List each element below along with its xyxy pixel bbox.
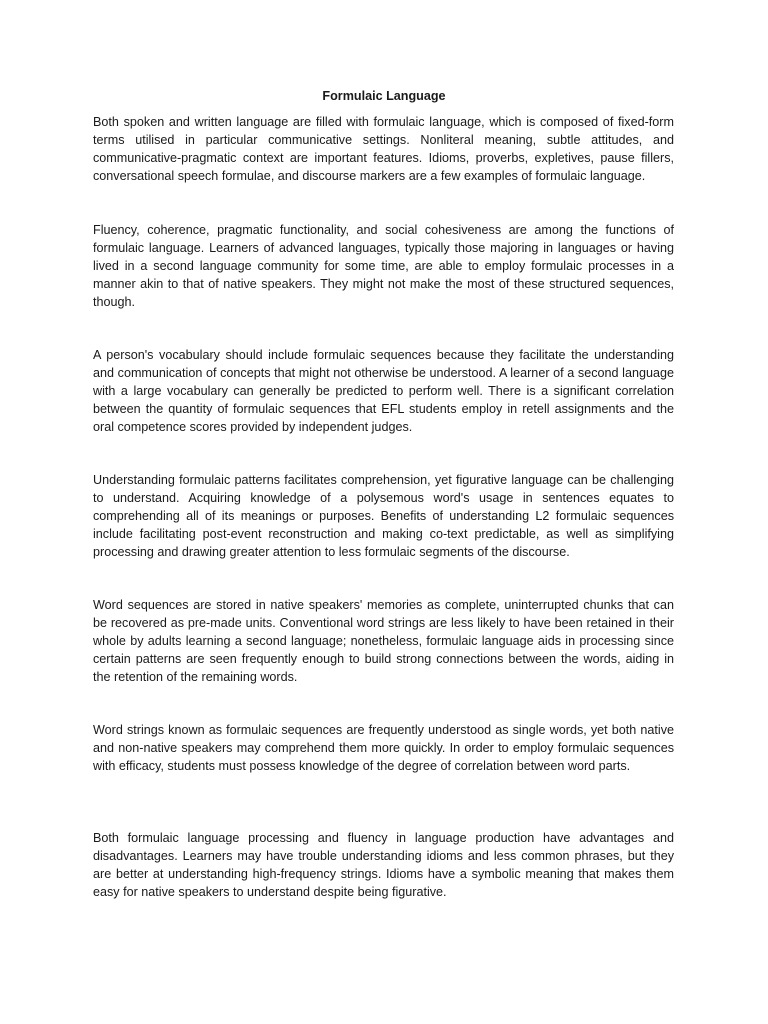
document-title: Formulaic Language — [322, 89, 446, 103]
paragraph-1: Both spoken and written language are filled with formulaic language, which is composed of fixed-form terms utilised in particular communicative settings. Nonliteral meaning, subtle attitudes, and communicative-pragmatic context are important features. Idioms, proverbs, expletives, pause fillers, conversational speech formulae, and discourse markers are a few examples of formulaic language. — [93, 115, 674, 183]
paragraph-5: Word sequences are stored in native speakers' memories as complete, uninterrupted chunks that can be recovered as pre-made units. Conventional word strings are less likely to have been retained in their whole by adults learning a second language; nonetheless, formulaic language aids in processing since certain patterns are seen frequently enough to build strong connections between the words, aiding in the retention of the remaining words. — [93, 598, 674, 684]
paragraph-7: Both formulaic language processing and fluency in language production have advantages and disadvantages. Learners may have trouble understanding idioms and less common phrases, but they are better at understanding high-frequency strings. Idioms have a symbolic meaning that makes them easy for native speakers to understand despite being figurative. — [93, 831, 674, 899]
paragraph-4: Understanding formulaic patterns facilitates comprehension, yet figurative language can be challenging to understand. Acquiring knowledge of a polysemous word's usage in sentences equates to comprehending all of its meanings or purposes. Benefits of understanding L2 formulaic sequences include facilitating post-event reconstruction and making co-text predictable, as well as simplifying processing and drawing greater attention to less formulaic segments of the discourse. — [93, 473, 674, 559]
paragraph-6: Word strings known as formulaic sequences are frequently understood as single words, yet both native and non-native speakers may comprehend them more quickly. In order to employ formulaic sequences with efficacy, students must possess knowledge of the degree of correlation between word parts. — [93, 723, 674, 773]
paragraph-3: A person's vocabulary should include formulaic sequences because they facilitate the understanding and communication of concepts that might not otherwise be understood. A learner of a second language with a large vocabulary can generally be predicted to perform well. There is a significant correlation between the quantity of formulaic sequences that EFL students employ in retell assignments and the oral competence scores provided by independent judges. — [93, 348, 674, 434]
paragraph-2: Fluency, coherence, pragmatic functionality, and social cohesiveness are among the functions of formulaic language. Learners of advanced languages, typically those majoring in languages or having lived in a second language community for some time, are able to employ formulaic processes in a manner akin to that of native speakers. They might not make the most of these structured sequences, though. — [93, 223, 674, 309]
